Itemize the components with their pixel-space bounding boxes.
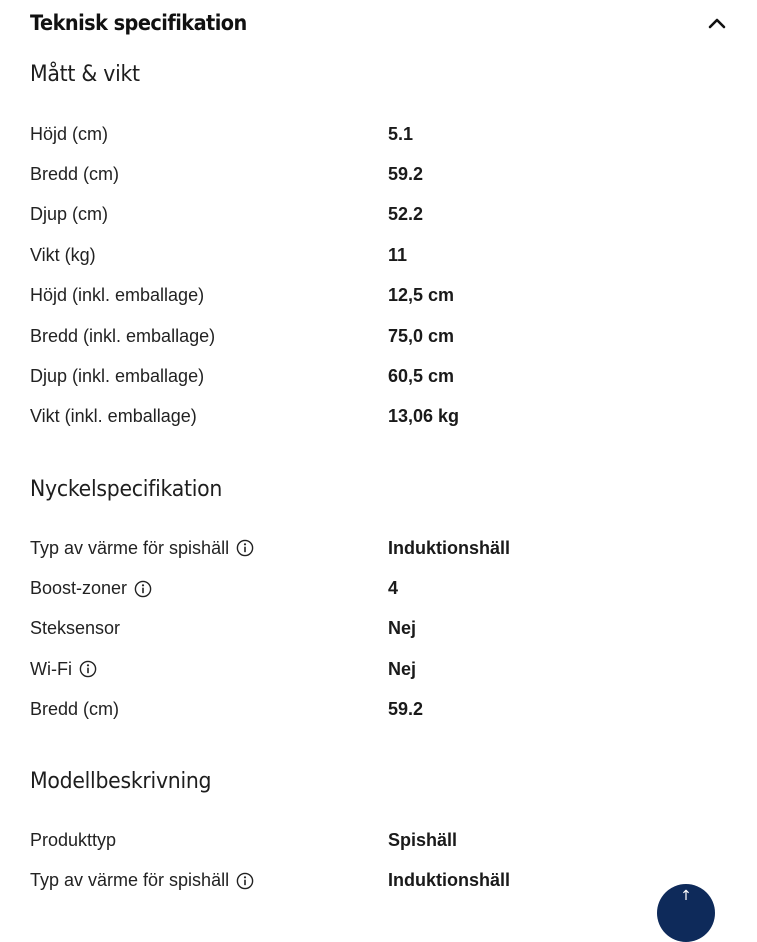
spec-label-text: Vikt (kg) (30, 244, 96, 265)
spec-label (30, 406, 197, 427)
info-icon[interactable] (134, 580, 152, 598)
spec-value: 11 (388, 244, 408, 265)
spec-row (0, 316, 757, 356)
section-title-model: Modellbeskrivning (30, 769, 212, 794)
spec-label (30, 578, 152, 599)
spec-value: 13,06 kg (388, 406, 460, 427)
chevron-up-icon[interactable] (705, 11, 729, 35)
spec-value: 4 (388, 578, 399, 599)
spec-row (0, 528, 757, 568)
model-list (0, 820, 757, 901)
spec-row (0, 276, 757, 316)
spec-row (0, 356, 757, 396)
spec-label (30, 245, 96, 266)
spec-label-text: Typ av värme för spishäll (30, 537, 230, 558)
spec-row (0, 690, 757, 730)
scroll-to-top-button[interactable] (657, 884, 715, 942)
spec-label (30, 366, 204, 387)
spec-label (30, 164, 119, 185)
spec-label-text: Steksensor (30, 618, 121, 639)
spec-label-text: Höjd (cm) (30, 123, 109, 144)
spec-label-text: Höjd (inkl. emballage) (30, 285, 205, 306)
spec-row (0, 235, 757, 275)
spec-label (30, 204, 108, 225)
spec-value: 52.2 (388, 204, 424, 225)
spec-row (0, 397, 757, 437)
spec-row (0, 568, 757, 608)
info-icon[interactable] (236, 539, 254, 557)
spec-row (0, 114, 757, 154)
spec-label-text: Typ av värme för spishäll (30, 870, 230, 891)
spec-label-text: Bredd (cm) (30, 699, 120, 720)
spec-value: Nej (388, 618, 417, 639)
spec-label-text: Wi-Fi (30, 658, 72, 679)
spec-row (0, 195, 757, 235)
spec-value: Spishäll (388, 829, 458, 850)
page-title: Teknisk specifikation (30, 11, 247, 35)
spec-label-text: Djup (cm) (30, 204, 109, 225)
spec-value: Nej (388, 658, 417, 679)
dimensions-list (0, 114, 757, 437)
spec-label-text: Boost-zoner (30, 578, 128, 599)
spec-label-text: Bredd (inkl. emballage) (30, 325, 216, 346)
spec-label (30, 699, 119, 720)
spec-label (30, 326, 215, 347)
spec-label (30, 538, 254, 559)
spec-row (0, 609, 757, 649)
spec-row (0, 649, 757, 689)
spec-label-text: Bredd (cm) (30, 164, 120, 185)
spec-label (30, 870, 254, 891)
spec-value: 59.2 (388, 164, 424, 185)
spec-value: 5.1 (388, 123, 414, 144)
spec-value: 12,5 cm (388, 285, 455, 306)
spec-label (30, 618, 120, 639)
spec-value: Induktionshäll (388, 870, 511, 891)
info-icon[interactable] (236, 872, 254, 890)
spec-label-text: Produkttyp (30, 829, 117, 850)
spec-label-text: Djup (inkl. emballage) (30, 366, 205, 387)
spec-header[interactable] (30, 8, 729, 38)
key-specs-list (0, 528, 757, 730)
spec-value: Induktionshäll (388, 537, 511, 558)
info-icon[interactable] (79, 660, 97, 678)
spec-value: 60,5 cm (388, 366, 455, 387)
arrow-up-icon: ↑ (680, 888, 692, 904)
spec-value: 75,0 cm (388, 325, 455, 346)
spec-label-text: Vikt (inkl. emballage) (30, 406, 197, 427)
section-title-dimensions: Mått & vikt (30, 62, 140, 87)
spec-label (30, 124, 108, 145)
spec-row (0, 154, 757, 194)
spec-row (0, 860, 757, 900)
spec-label (30, 830, 116, 851)
section-title-key-specs: Nyckelspecifikation (30, 477, 223, 502)
spec-label (30, 285, 204, 306)
spec-label (30, 659, 97, 680)
spec-row (0, 820, 757, 860)
spec-value: 59.2 (388, 699, 424, 720)
